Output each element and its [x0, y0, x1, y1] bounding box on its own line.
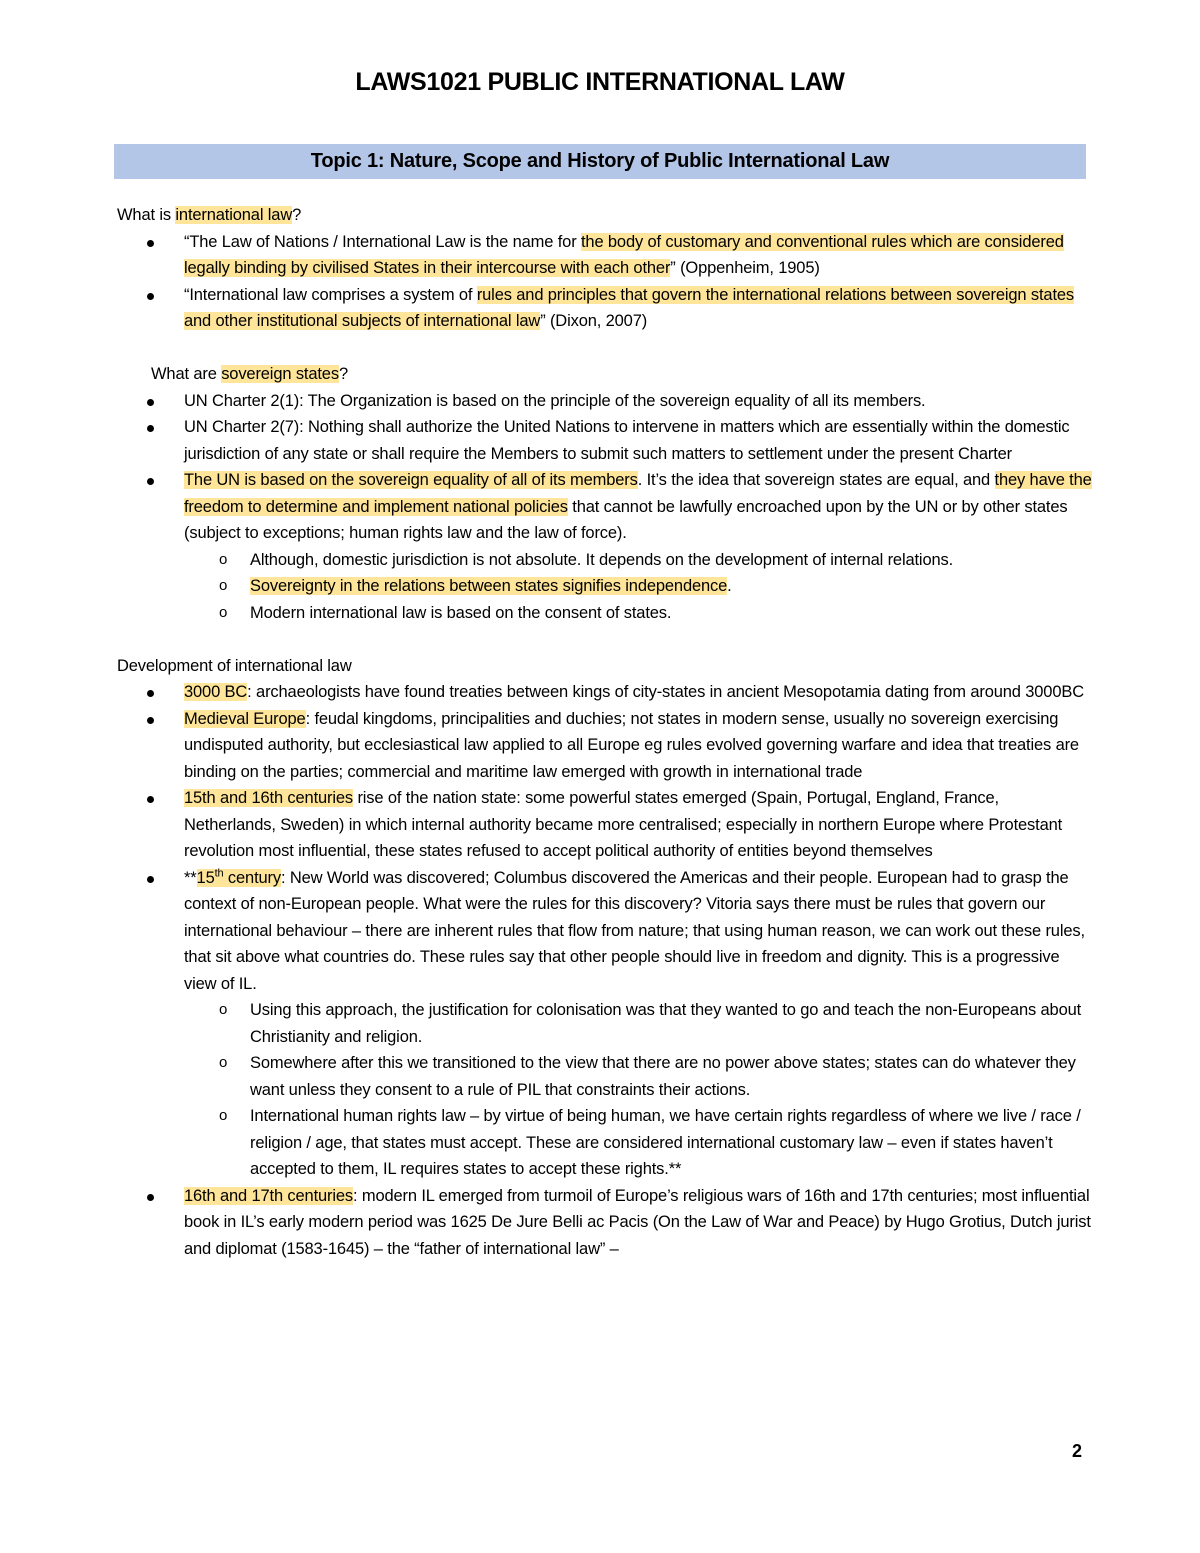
spacer [117, 626, 1092, 653]
highlighted-text: sovereign states [221, 365, 339, 383]
highlighted-text: Medieval Europe [184, 709, 306, 728]
bullet-icon [147, 1194, 154, 1201]
text: UN Charter 2(1): The Organization is based on the principle of the sovereign equality of all its members. [184, 391, 926, 410]
heading-text: ? [338, 365, 348, 383]
sub-bullet-icon: o [219, 577, 228, 594]
text: “The Law of Nations / International Law is the name for [184, 232, 581, 251]
topic-heading: Topic 1: Nature, Scope and History of Public International Law [114, 144, 1086, 179]
highlighted-text: they have the freedom to determine and implement national policies [184, 471, 1092, 516]
sub-list-item [184, 997, 1092, 1050]
document-body [117, 202, 1092, 1262]
section-heading-development: Development of international law [117, 656, 352, 675]
heading-text: ? [292, 206, 302, 224]
sub-bullet-icon: o [219, 550, 228, 568]
bullet-list [117, 679, 1092, 1262]
bullet-icon [147, 478, 154, 485]
sub-list-item [184, 1050, 1092, 1103]
list-item [117, 679, 1092, 706]
text: “International law comprises a system of [184, 285, 477, 304]
citation: ” (Dixon, 2007) [540, 312, 648, 330]
text: 15 [196, 868, 215, 887]
sub-bullet-list [184, 997, 1092, 1183]
sub-list-item [184, 1103, 1092, 1183]
citation: ” (Oppenheim, 1905) [670, 259, 820, 277]
heading-text: What are [151, 365, 222, 383]
highlighted-text [197, 869, 281, 887]
heading-text: What is [117, 206, 176, 224]
highlighted-text: rules and principles that govern the international relations between sovereign states and other institutional subjects of international law [184, 285, 1075, 330]
bullet-icon [147, 796, 154, 803]
sub-bullet-icon: o [219, 1107, 228, 1124]
section-heading-what-is [117, 202, 1092, 229]
list-item [117, 865, 1092, 1183]
text: Using this approach, the justification for colonisation was that they wanted to go and teach the non-Europeans about Christianity and religion. [250, 1001, 1082, 1046]
list-item [117, 414, 1092, 467]
text: that cannot be lawfully encroached upon by the UN or by other states (subject to exceptions; human rights law and the law of force). [184, 497, 1068, 542]
text: rise of the nation state: some powerful states emerged (Spain, Portugal, England, France, Netherlands, Sweden) in which internal authority became more centralised; especially in northern Europe where Protestant revolution most influential, these states refused to accept political authority of entities beyond themselves [184, 789, 1063, 860]
list-item [117, 1183, 1092, 1263]
text: : New World was discovered; Columbus discovered the Americas and their people. European had to grasp the context of non-European people. What were the rules for this discovery? Vitoria says there must be rules that govern our international behaviour – there are inherent rules that flow from nature; that using human reason, we can work out these rules, that sit above what countries do. These rules say that other people should live in freedom and dignity. This is a progressive view of IL. [184, 868, 1085, 993]
bullet-icon [147, 717, 154, 724]
text: . It’s the idea that sovereign states are equal, and [637, 471, 995, 489]
sub-bullet-icon: o [219, 1001, 228, 1018]
bullet-list [117, 388, 1092, 627]
sub-bullet-icon: o [219, 1054, 228, 1071]
text: : feudal kingdoms, principalities and duchies; not states in modern sense, usually no sovereign exercising undisputed authority, but ecclesiastical law applied to all Europe eg rules evolved governing warfare and idea that treaties are binding on the parties; commercial and maritime law emerged with growth in international trade [184, 709, 1079, 781]
text: ** [184, 868, 197, 887]
text: : archaeologists have found treaties between kings of city-states in ancient Mesopotamia dating from around 3000BC [247, 683, 1084, 701]
sub-list-item [184, 573, 1092, 600]
bullet-list [117, 229, 1092, 335]
text: : modern IL emerged from turmoil of Europe’s religious wars of 16th and 17th centuries; most influential book in IL’s early modern period was 1625 De Jure Belli ac Pacis (On the Law of War and Peace) by Hugo Grotius, Dutch jurist and diplomat (1583-1645) – the “father of international law” – [184, 1186, 1091, 1258]
highlighted-text: the body of customary and conventional rules which are considered legally binding by civilised States in their intercourse with each other [184, 232, 1064, 277]
highlighted-text: international law [175, 206, 293, 224]
highlighted-text: The UN is based on the sovereign equality of all of its members [184, 471, 638, 489]
highlighted-text: Sovereignty in the relations between states signifies independence [250, 577, 728, 595]
bullet-icon [147, 876, 154, 883]
sub-list-item [184, 600, 1092, 627]
sub-bullet-list [184, 547, 1092, 627]
list-item [117, 467, 1092, 626]
page-number: 2 [1071, 1441, 1082, 1461]
text: Although, domestic jurisdiction is not absolute. It depends on the development of internal relations. [250, 550, 954, 569]
bullet-icon [147, 399, 154, 406]
text: UN Charter 2(7): Nothing shall authorize the United Nations to intervene in matters which are essentially within the domestic jurisdiction of any state or shall require the Members to submit such matters to settlement under the present Charter [184, 418, 1070, 463]
text: . [727, 577, 732, 595]
text: century [223, 868, 281, 887]
list-item [117, 229, 1092, 282]
bullet-icon [147, 293, 154, 300]
highlighted-text: 15th and 16th centuries [184, 789, 354, 807]
spacer [117, 335, 1092, 362]
highlighted-text: 16th and 17th centuries [184, 1186, 354, 1205]
list-item [117, 282, 1092, 335]
text: Somewhere after this we transitioned to the view that there are no power above states; states can do whatever they want unless they consent to a rule of PIL that constraints their actions. [250, 1054, 1076, 1099]
highlighted-text: 3000 BC [184, 683, 248, 701]
sub-bullet-icon: o [219, 603, 228, 621]
text: International human rights law – by virtue of being human, we have certain rights regardless of where we live / race / religion / age, that states must accept. These are considered international customary law – even if states haven’t accepted to them, IL requires states to accept these rights.** [250, 1107, 1081, 1178]
list-item [117, 785, 1092, 865]
list-item [117, 706, 1092, 786]
bullet-icon [147, 425, 154, 432]
document-title: LAWS1021 PUBLIC INTERNATIONAL LAW [355, 68, 845, 96]
section-heading-sovereign [117, 361, 1092, 388]
bullet-icon [147, 240, 154, 247]
superscript: th [214, 867, 224, 879]
text: Modern international law is based on the consent of states. [250, 603, 672, 622]
list-item [117, 388, 1092, 415]
bullet-icon [147, 690, 154, 697]
sub-list-item [184, 547, 1092, 574]
